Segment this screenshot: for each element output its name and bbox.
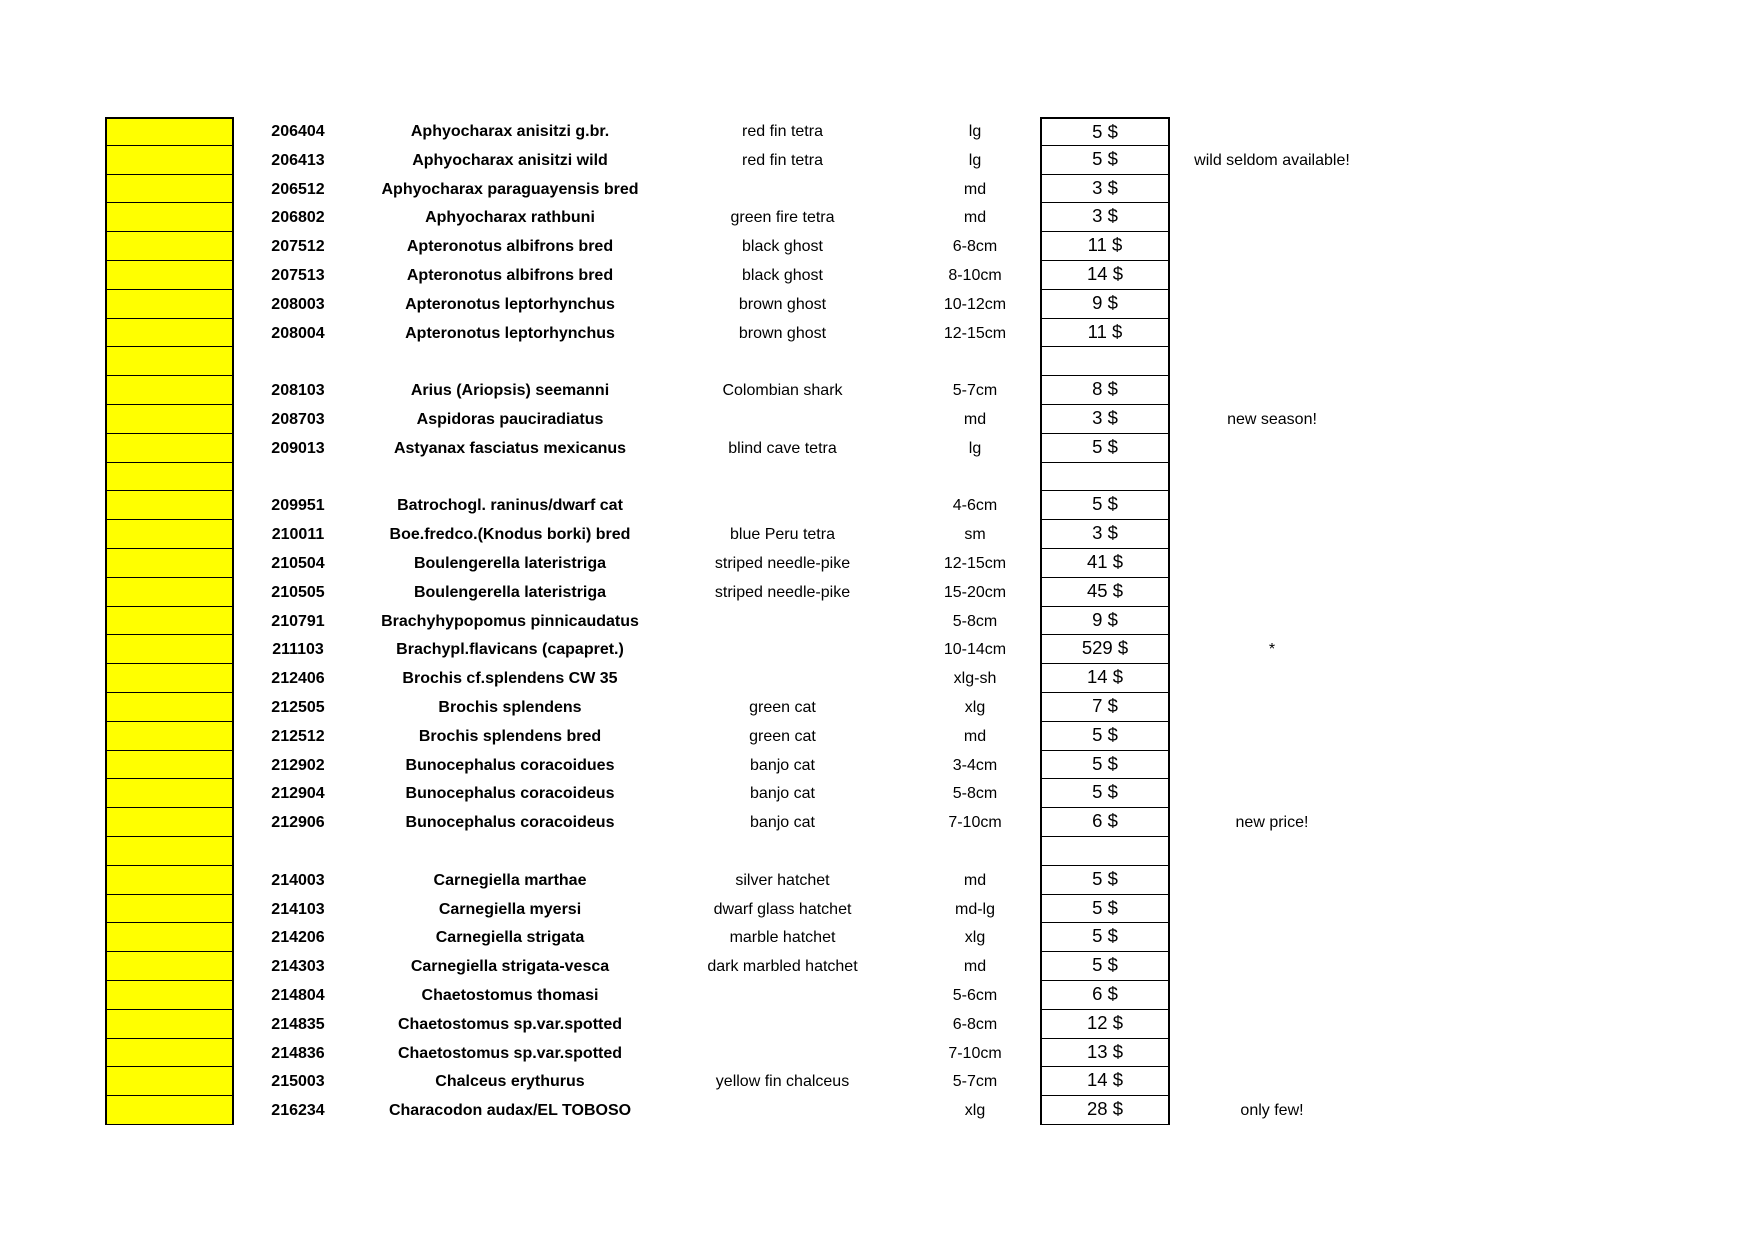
size-grade: 6-8cm [952, 1015, 998, 1033]
item-code: 212406 [271, 670, 325, 688]
remark [1172, 866, 1372, 895]
species-name: Apteronotus leptorhynchus [405, 295, 615, 313]
order-mark-cell[interactable] [105, 722, 234, 751]
table-row [0, 866, 1754, 895]
order-mark-cell[interactable] [105, 146, 234, 175]
remark [1172, 923, 1372, 952]
size-grade: md [963, 180, 987, 198]
price-cell: 45 $ [1040, 578, 1170, 607]
item-code: 214836 [271, 1044, 325, 1062]
remark [1172, 895, 1372, 924]
order-mark-cell[interactable] [105, 837, 234, 866]
remark [1172, 693, 1372, 722]
order-mark-cell[interactable] [105, 347, 234, 376]
common-name [660, 405, 905, 434]
price-cell: 11 $ [1040, 232, 1170, 261]
species-name: Chaetostomus sp.var.spotted [397, 1044, 623, 1062]
item-code: 214206 [271, 929, 325, 947]
remark [1172, 347, 1372, 376]
order-mark-cell[interactable] [105, 520, 234, 549]
order-mark-cell[interactable] [105, 923, 234, 952]
common-name [660, 635, 905, 664]
remark [1172, 607, 1372, 636]
order-mark-cell[interactable] [105, 607, 234, 636]
price-cell: 3 $ [1040, 405, 1170, 434]
price-cell: 6 $ [1040, 981, 1170, 1010]
table-row [0, 722, 1754, 751]
species-name: Aphyocharax rathbuni [425, 209, 595, 227]
price-cell: 5 $ [1040, 952, 1170, 981]
item-code: 212904 [271, 785, 325, 803]
price-cell: 14 $ [1040, 1067, 1170, 1096]
species-name: Carnegiella strigata [435, 929, 585, 947]
size-grade: 6-8cm [952, 238, 998, 256]
size-grade: md-lg [954, 900, 995, 918]
size-grade: md [963, 727, 987, 745]
size-grade: 3-4cm [952, 756, 998, 774]
remark [1172, 463, 1372, 492]
table-row [0, 232, 1754, 261]
table-row [0, 1096, 1754, 1125]
common-name [660, 664, 905, 693]
species-name: Carnegiella strigata-vesca [410, 958, 610, 976]
common-name [660, 463, 905, 492]
species-name: Chaetostomus thomasi [421, 987, 599, 1004]
table-row [0, 549, 1754, 578]
item-code: 207513 [271, 267, 325, 284]
order-mark-cell[interactable] [105, 751, 234, 780]
order-mark-cell[interactable] [105, 808, 234, 837]
item-code: 209013 [271, 439, 325, 457]
item-code: 208004 [271, 324, 325, 342]
size-grade: 7-10cm [948, 814, 1002, 832]
species-name: Batrochogl. raninus/dwarf cat [397, 497, 623, 515]
price-cell: 28 $ [1040, 1096, 1170, 1125]
table-row [0, 578, 1754, 607]
item-code: 208103 [271, 382, 325, 400]
price-cell: 5 $ [1040, 923, 1170, 952]
item-code: 206404 [271, 123, 325, 140]
species-name: Carnegiella myersi [438, 900, 582, 918]
remark: new price! [1235, 814, 1309, 832]
price-cell: 14 $ [1040, 261, 1170, 290]
price-cell: 5 $ [1040, 117, 1170, 146]
size-grade: lg [968, 123, 982, 140]
item-code: 214804 [271, 987, 325, 1004]
item-code: 214835 [271, 1015, 325, 1033]
remark [1172, 319, 1372, 348]
common-name: striped needle-pike [714, 555, 851, 572]
species-name [365, 347, 655, 376]
species-name: Bunocephalus coracoidues [405, 756, 615, 774]
price-cell: 529 $ [1040, 635, 1170, 664]
table-row [0, 779, 1754, 808]
item-code: 215003 [271, 1073, 325, 1091]
common-name: banjo cat [750, 785, 815, 803]
price-cell: 5 $ [1040, 779, 1170, 808]
size-grade: 5-7cm [952, 1073, 998, 1091]
remark: new season! [1227, 411, 1317, 428]
remark [1172, 578, 1372, 607]
order-mark-cell[interactable] [105, 635, 234, 664]
item-code: 210791 [271, 612, 325, 630]
table-row [0, 405, 1754, 434]
order-mark-cell[interactable] [105, 866, 234, 895]
item-code: 210011 [271, 526, 325, 544]
species-name: Aphyocharax anisitzi wild [412, 151, 608, 169]
table-row [0, 117, 1754, 146]
order-mark-cell[interactable] [105, 117, 234, 146]
common-name [660, 491, 905, 520]
remark [1172, 203, 1372, 232]
table-row [0, 290, 1754, 319]
common-name: banjo cat [750, 756, 815, 774]
item-code: 209951 [271, 497, 325, 515]
common-name: black ghost [742, 267, 823, 284]
order-mark-cell[interactable] [105, 693, 234, 722]
size-grade: md [963, 411, 987, 428]
table-row [0, 376, 1754, 405]
species-name: Astyanax fasciatus mexicanus [393, 439, 627, 457]
common-name: Colombian shark [722, 382, 843, 400]
price-cell [1040, 837, 1170, 866]
item-code: 214303 [271, 958, 325, 976]
order-mark-cell[interactable] [105, 779, 234, 808]
remark: only few! [1240, 1102, 1304, 1120]
species-name: Apteronotus albifrons bred [406, 238, 614, 256]
size-grade [910, 347, 1040, 376]
order-mark-cell[interactable] [105, 203, 234, 232]
table-row [0, 693, 1754, 722]
table-row [0, 808, 1754, 837]
species-name: Aphyocharax paraguayensis bred [381, 180, 639, 198]
size-grade: xlg [964, 929, 986, 947]
order-mark-cell[interactable] [105, 1010, 234, 1039]
remark [1172, 1010, 1372, 1039]
size-grade: 4-6cm [952, 497, 998, 515]
size-grade: 10-12cm [943, 295, 1007, 313]
common-name: blue Peru tetra [730, 526, 835, 544]
species-name: Boulengerella lateristriga [413, 583, 607, 601]
order-mark-cell[interactable] [105, 434, 234, 463]
table-row [0, 952, 1754, 981]
common-name: dark marbled hatchet [707, 958, 858, 976]
item-code: 214003 [271, 871, 325, 889]
item-code: 212505 [271, 699, 325, 716]
price-cell: 9 $ [1040, 607, 1170, 636]
order-mark-cell[interactable] [105, 319, 234, 348]
order-mark-cell[interactable] [105, 290, 234, 319]
remark [1172, 722, 1372, 751]
species-name: Brochis splendens bred [418, 727, 602, 745]
item-code: 212902 [271, 756, 325, 774]
table-row [0, 146, 1754, 175]
item-code: 206413 [271, 151, 325, 169]
common-name: striped needle-pike [714, 583, 851, 601]
table-row [0, 1010, 1754, 1039]
size-grade: md [963, 209, 987, 227]
size-grade [910, 463, 1040, 492]
order-mark-cell[interactable] [105, 175, 234, 204]
common-name: black ghost [742, 238, 823, 256]
table-row [0, 261, 1754, 290]
price-cell: 7 $ [1040, 693, 1170, 722]
species-name: Carnegiella marthae [433, 871, 587, 889]
order-mark-cell[interactable] [105, 664, 234, 693]
order-mark-cell[interactable] [105, 1039, 234, 1068]
species-name: Characodon audax/EL TOBOSO [388, 1102, 632, 1120]
size-grade: md [963, 958, 987, 976]
common-name [660, 1039, 905, 1068]
table-row [0, 434, 1754, 463]
remark: * [1268, 641, 1276, 659]
table-row [0, 895, 1754, 924]
order-mark-cell[interactable] [105, 1067, 234, 1096]
common-name: blind cave tetra [728, 439, 837, 457]
item-code: 216234 [271, 1102, 325, 1120]
order-mark-cell[interactable] [105, 491, 234, 520]
price-cell: 5 $ [1040, 751, 1170, 780]
common-name: yellow fin chalceus [715, 1073, 850, 1091]
common-name: green fire tetra [730, 209, 835, 227]
item-code [238, 837, 358, 866]
order-mark-cell[interactable] [105, 463, 234, 492]
table-row [0, 635, 1754, 664]
remark [1172, 520, 1372, 549]
remark [1172, 290, 1372, 319]
item-code: 210505 [271, 583, 325, 601]
common-name [660, 347, 905, 376]
table-row [0, 520, 1754, 549]
size-grade: 5-7cm [952, 382, 998, 400]
price-cell: 5 $ [1040, 722, 1170, 751]
remark: wild seldom available! [1194, 151, 1350, 169]
order-mark-cell[interactable] [105, 376, 234, 405]
size-grade: 5-8cm [952, 612, 998, 630]
size-grade: 8-10cm [948, 267, 1002, 284]
price-cell: 14 $ [1040, 664, 1170, 693]
size-grade: 12-15cm [943, 324, 1007, 342]
common-name: red fin tetra [742, 123, 823, 140]
species-name: Boe.fredco.(Knodus borki) bred [389, 526, 631, 544]
order-mark-cell[interactable] [105, 549, 234, 578]
table-row [0, 463, 1754, 492]
table-row [0, 981, 1754, 1010]
item-code [238, 347, 358, 376]
species-name: Arius (Ariopsis) seemanni [410, 382, 610, 400]
table-row [0, 607, 1754, 636]
price-cell: 41 $ [1040, 549, 1170, 578]
common-name: dwarf glass hatchet [713, 900, 852, 918]
common-name [660, 837, 905, 866]
table-row [0, 1067, 1754, 1096]
table-row [0, 751, 1754, 780]
item-code: 210504 [271, 555, 325, 572]
common-name: silver hatchet [735, 871, 830, 889]
common-name: banjo cat [750, 814, 815, 832]
order-mark-cell[interactable] [105, 232, 234, 261]
price-cell: 5 $ [1040, 434, 1170, 463]
common-name: green cat [749, 699, 816, 716]
order-mark-cell[interactable] [105, 981, 234, 1010]
species-name: Boulengerella lateristriga [413, 555, 607, 572]
size-grade: xlg [964, 699, 986, 716]
item-code: 206802 [271, 209, 325, 227]
species-name: Apteronotus leptorhynchus [405, 324, 615, 342]
size-grade: xlg-sh [953, 670, 997, 688]
order-mark-cell[interactable] [105, 578, 234, 607]
price-cell: 3 $ [1040, 203, 1170, 232]
common-name [660, 607, 905, 636]
table-row [0, 664, 1754, 693]
price-cell: 8 $ [1040, 376, 1170, 405]
species-name: Bunocephalus coracoideus [405, 814, 615, 832]
species-name: Bunocephalus coracoideus [405, 785, 615, 803]
price-cell: 12 $ [1040, 1010, 1170, 1039]
price-cell: 5 $ [1040, 895, 1170, 924]
price-cell: 5 $ [1040, 146, 1170, 175]
price-cell: 13 $ [1040, 1039, 1170, 1068]
species-name [365, 837, 655, 866]
price-cell [1040, 347, 1170, 376]
order-mark-cell[interactable] [105, 261, 234, 290]
species-name: Brachyhypopomus pinnicaudatus [381, 612, 639, 630]
size-grade: 12-15cm [943, 555, 1007, 572]
item-code: 212906 [271, 814, 325, 832]
remark [1172, 434, 1372, 463]
price-cell: 11 $ [1040, 319, 1170, 348]
common-name: brown ghost [738, 324, 827, 342]
table-row [0, 203, 1754, 232]
remark [1172, 1039, 1372, 1068]
species-name [365, 463, 655, 492]
price-cell [1040, 463, 1170, 492]
price-cell: 5 $ [1040, 866, 1170, 895]
size-grade: 5-8cm [952, 785, 998, 803]
remark [1172, 751, 1372, 780]
remark [1172, 549, 1372, 578]
table-row [0, 175, 1754, 204]
species-name: Aspidoras pauciradiatus [416, 411, 604, 428]
remark [1172, 981, 1372, 1010]
size-grade: 15-20cm [943, 583, 1007, 601]
size-grade: sm [964, 526, 986, 544]
common-name: green cat [749, 727, 816, 745]
order-mark-cell[interactable] [105, 1096, 234, 1125]
price-cell: 6 $ [1040, 808, 1170, 837]
remark [1172, 261, 1372, 290]
species-name: Brochis splendens [438, 699, 582, 716]
common-name: marble hatchet [729, 929, 836, 947]
size-grade: lg [968, 151, 982, 169]
item-code: 214103 [271, 900, 325, 918]
species-name: Brochis cf.splendens CW 35 [402, 670, 618, 688]
item-code: 206512 [271, 180, 325, 198]
table-row [0, 491, 1754, 520]
common-name: brown ghost [738, 295, 827, 313]
item-code: 208703 [271, 411, 325, 428]
order-mark-cell[interactable] [105, 895, 234, 924]
size-grade: md [963, 871, 987, 889]
item-code: 212512 [271, 727, 325, 745]
common-name [660, 981, 905, 1010]
species-name: Chaetostomus sp.var.spotted [397, 1015, 623, 1033]
common-name [660, 1010, 905, 1039]
price-cell: 5 $ [1040, 491, 1170, 520]
common-name [660, 175, 905, 204]
size-grade: 5-6cm [952, 987, 998, 1004]
remark [1172, 232, 1372, 261]
item-code: 207512 [271, 238, 325, 256]
item-code: 211103 [272, 641, 324, 659]
remark [1172, 491, 1372, 520]
species-name: Apteronotus albifrons bred [406, 267, 614, 284]
table-row [0, 347, 1754, 376]
order-mark-cell[interactable] [105, 405, 234, 434]
remark [1172, 779, 1372, 808]
item-code: 208003 [271, 295, 325, 313]
size-grade: xlg [964, 1102, 986, 1120]
price-cell: 3 $ [1040, 175, 1170, 204]
remark [1172, 837, 1372, 866]
common-name: red fin tetra [742, 151, 823, 169]
price-cell: 9 $ [1040, 290, 1170, 319]
size-grade [910, 837, 1040, 866]
remark [1172, 664, 1372, 693]
size-grade: 7-10cm [948, 1044, 1002, 1062]
species-name: Aphyocharax anisitzi g.br. [410, 123, 610, 140]
common-name [660, 1096, 905, 1125]
remark [1172, 376, 1372, 405]
species-name: Brachypl.flavicans (capapret.) [396, 641, 624, 659]
table-row [0, 837, 1754, 866]
item-code [238, 463, 358, 492]
species-name: Chalceus erythurus [435, 1073, 585, 1091]
size-grade: lg [968, 439, 982, 457]
price-cell: 3 $ [1040, 520, 1170, 549]
table-row [0, 1039, 1754, 1068]
size-grade: 10-14cm [943, 641, 1007, 659]
order-mark-cell[interactable] [105, 952, 234, 981]
remark [1172, 117, 1372, 146]
remark [1172, 1067, 1372, 1096]
remark [1172, 175, 1372, 204]
table-row [0, 923, 1754, 952]
remark [1172, 952, 1372, 981]
table-row [0, 319, 1754, 348]
